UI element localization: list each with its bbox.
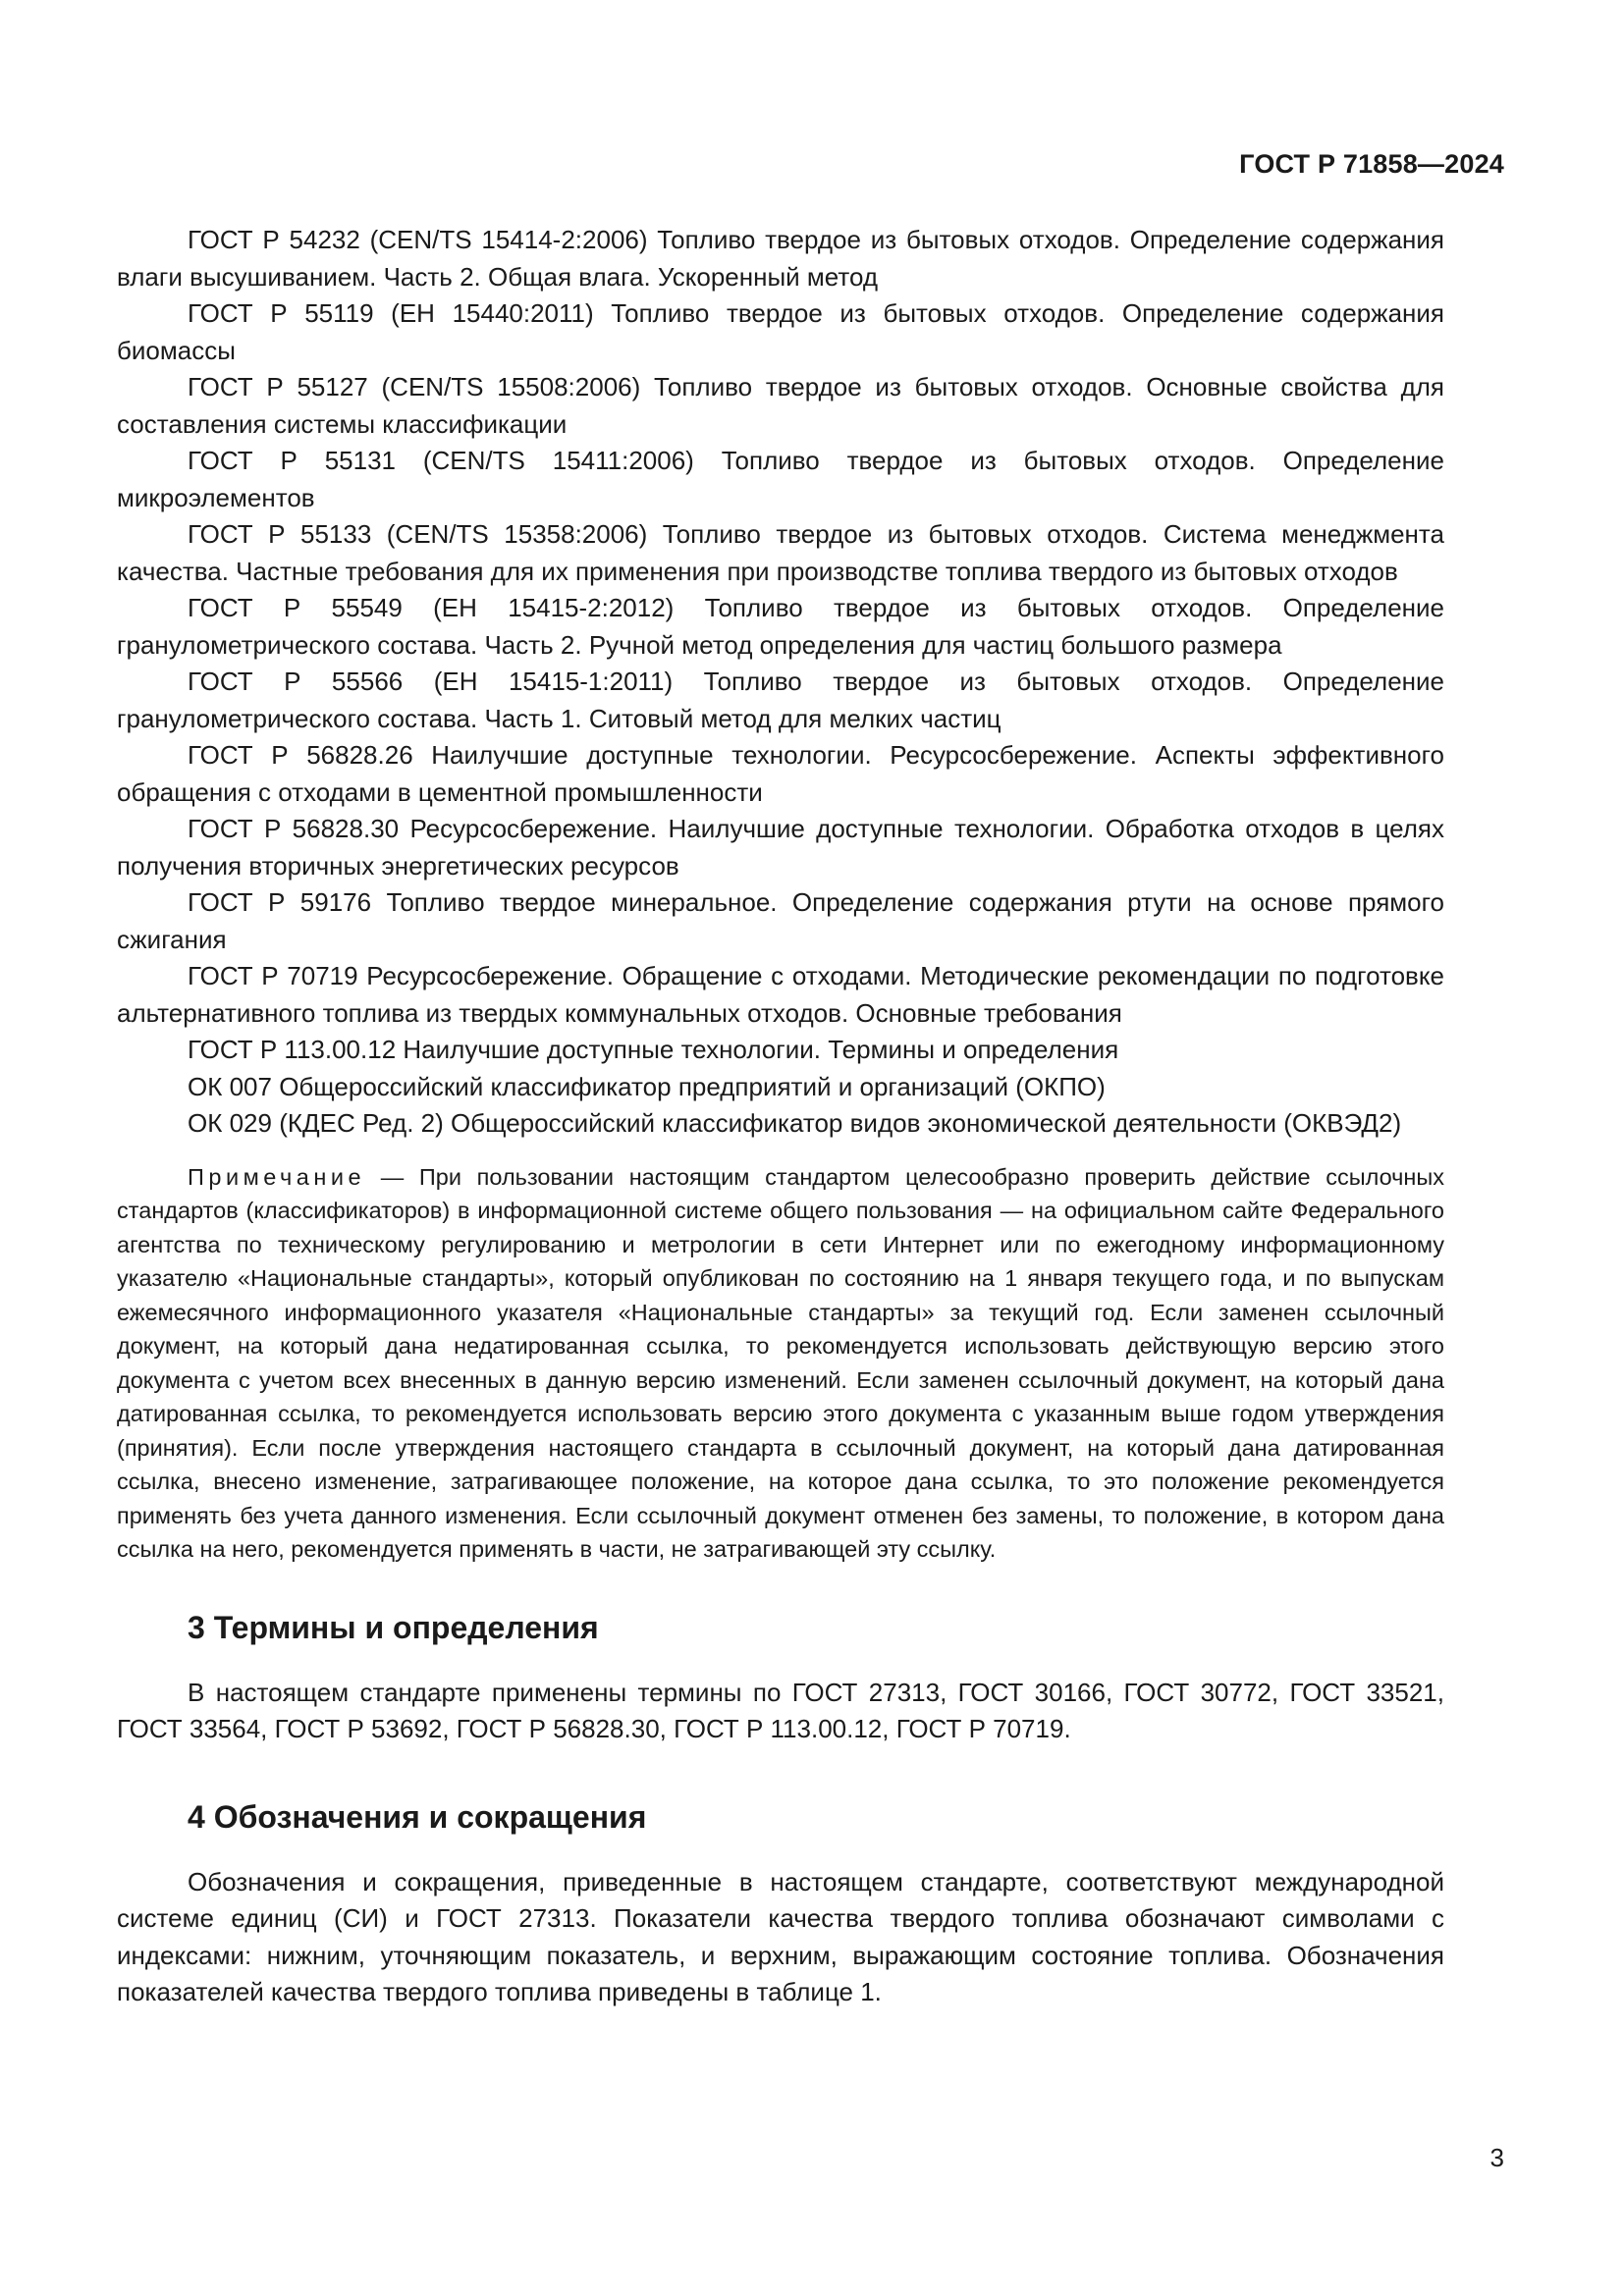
reference-item: ГОСТ Р 54232 (CEN/TS 15414-2:2006) Топливо твердое из бытовых отходов. Определение содержания влаги высушиванием. Часть 2. Общая влага. Ускоренный метод bbox=[117, 225, 1444, 292]
reference-item: ГОСТ Р 55131 (CEN/TS 15411:2006) Топливо твердое из бытовых отходов. Определение микроэлементов bbox=[117, 446, 1444, 512]
note-paragraph bbox=[117, 1160, 1444, 1567]
reference-item: ГОСТ Р 55119 (ЕН 15440:2011) Топливо твердое из бытовых отходов. Определение содержания биомассы bbox=[117, 298, 1444, 365]
reference-item: ГОСТ Р 113.00.12 Наилучшие доступные технологии. Термины и определения bbox=[188, 1035, 1119, 1064]
reference-item: ГОСТ Р 55549 (ЕН 15415-2:2012) Топливо твердое из бытовых отходов. Определение гранулометрического состава. Часть 2. Ручной метод определения для частиц большого размера bbox=[117, 593, 1444, 660]
section-3-text: В настоящем стандарте применены термины по ГОСТ 27313, ГОСТ 30166, ГОСТ 30772, ГОСТ 33521, ГОСТ 33564, ГОСТ Р 53692, ГОСТ Р 56828.30, ГОСТ Р 113.00.12, ГОСТ Р 70719. bbox=[117, 1677, 1444, 1743]
reference-item: ГОСТ Р 59176 Топливо твердое минеральное. Определение содержания ртути на основе прямого сжигания bbox=[117, 887, 1444, 954]
note-text: — При пользовании настоящим стандартом целесообразно проверить действие ссылочных стандартов (классификаторов) в информационной системе общего пользования — на официальном сайте Федерального агентства по техническому регулированию и метрологии в сети Интернет или по ежегодному информационному указателю «Национальные стандарты», который опубликован по состоянию на 1 января текущего года, и по выпускам ежемесячного информационного указателя «Национальные стандарты» за текущий год. Если заменен ссылочный документ, на который дана недатированная ссылка, то рекомендуется использовать действующую версию этого документа с учетом всех внесенных в данную версию изменений. Если заменен ссылочный документ, на который дана датированная ссылка, то рекомендуется использовать версию этого документа с указанным выше годом утверждения (принятия). Если после утверждения настоящего стандарта в ссылочный документ, на который дана датированная ссылка, внесено изменение, затрагивающее положение, на которое дана ссылка, то это положение рекомендуется применять без учета данного изменения. Если ссылочный документ отменен без замены, то положение, в котором дана ссылка на него, рекомендуется применять в части, не затрагивающей эту ссылку. bbox=[117, 1163, 1444, 1562]
document-id-header: ГОСТ Р 71858—2024 bbox=[1239, 149, 1504, 179]
section-4-text: Обозначения и сокращения, приведенные в настоящем стандарте, соответствуют международной системе единиц (СИ) и ГОСТ 27313. Показатели качества твердого топлива обозначают символами с индексами: нижним, уточняющим показатель, и верхним, выражающим состояние топлива. Обозначения показателей качества твердого топлива приведены в таблице 1. bbox=[117, 1866, 1444, 2006]
reference-item: ГОСТ Р 56828.30 Ресурсосбережение. Наилучшие доступные технологии. Обработка отходов в целях получения вторичных энергетических ресурсов bbox=[117, 814, 1444, 881]
reference-item: ОК 007 Общероссийский классификатор предприятий и организаций (ОКПО) bbox=[188, 1071, 1106, 1101]
section-3-heading: 3 Термины и определения bbox=[188, 1609, 599, 1645]
main-content bbox=[117, 222, 1444, 2011]
reference-item: ГОСТ Р 55566 (ЕН 15415-1:2011) Топливо твердое из бытовых отходов. Определение гранулометрического состава. Часть 1. Ситовый метод для мелких частиц bbox=[117, 667, 1444, 733]
reference-item: ОК 029 (КДЕС Ред. 2) Общероссийский классификатор видов экономической деятельности (ОКВЭД2) bbox=[188, 1108, 1402, 1138]
reference-item: ГОСТ Р 56828.26 Наилучшие доступные технологии. Ресурсосбережение. Аспекты эффективного обращения с отходами в цементной промышленности bbox=[117, 740, 1444, 807]
reference-item: ГОСТ Р 55127 (CEN/TS 15508:2006) Топливо твердое из бытовых отходов. Основные свойства для составления системы классификации bbox=[117, 372, 1444, 439]
page-number: 3 bbox=[1489, 2143, 1504, 2172]
reference-item: ГОСТ Р 70719 Ресурсосбережение. Обращение с отходами. Методические рекомендации по подготовке альтернативного топлива из твердых коммунальных отходов. Основные требования bbox=[117, 961, 1444, 1028]
section-4-heading: 4 Обозначения и сокращения bbox=[188, 1798, 647, 1835]
normative-references-list bbox=[117, 222, 1444, 1143]
reference-item: ГОСТ Р 55133 (CEN/TS 15358:2006) Топливо твердое из бытовых отходов. Система менеджмента качества. Частные требования для их применения при производстве топлива твердого из бытовых отходов bbox=[117, 519, 1444, 586]
note-label: Примечание bbox=[188, 1163, 366, 1190]
